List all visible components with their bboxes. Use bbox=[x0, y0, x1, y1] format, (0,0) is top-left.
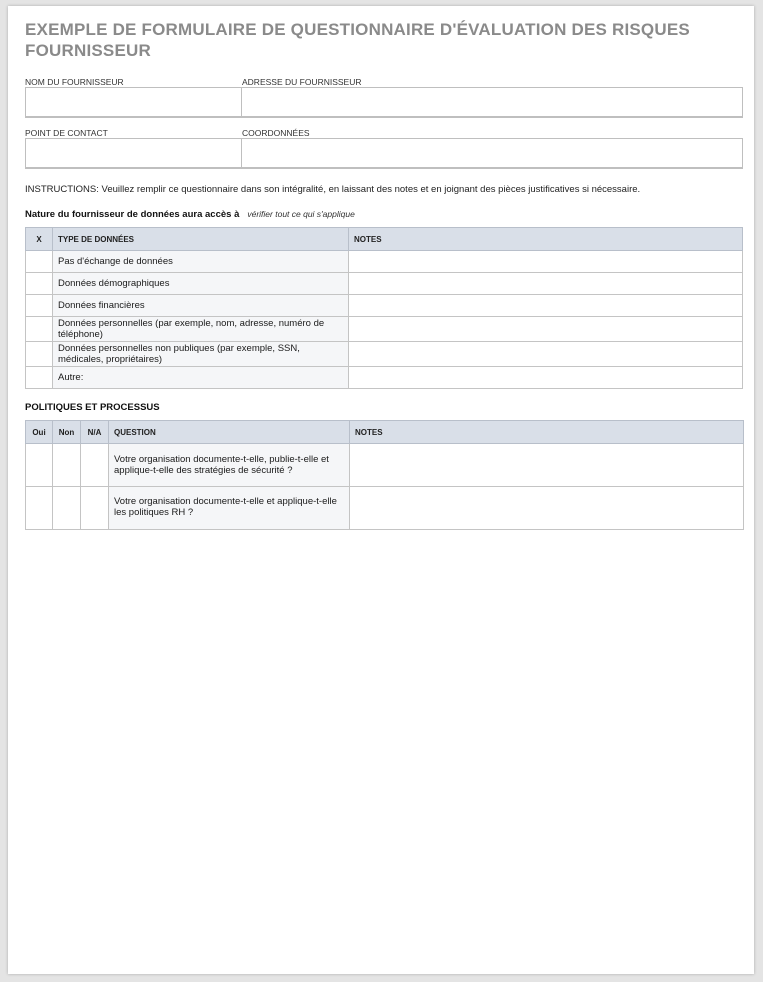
yes-cell[interactable] bbox=[26, 487, 53, 530]
question-text: Votre organisation documente-t-elle et applique-t-elle les politiques RH ? bbox=[109, 487, 350, 530]
table-row bbox=[26, 487, 744, 530]
column-header-na: N/A bbox=[81, 421, 109, 444]
table-header-row bbox=[26, 228, 743, 251]
na-cell[interactable] bbox=[81, 444, 109, 487]
other-cell bbox=[53, 367, 349, 389]
na-cell[interactable] bbox=[81, 487, 109, 530]
data-nature-label: Nature du fournisseur de données aura accès à bbox=[25, 209, 240, 220]
table-row bbox=[26, 273, 743, 295]
check-cell[interactable] bbox=[26, 367, 53, 389]
notes-cell[interactable] bbox=[349, 273, 743, 295]
data-nature-hint: vérifier tout ce qui s'applique bbox=[247, 209, 355, 219]
check-cell[interactable] bbox=[26, 295, 53, 317]
column-header-notes: NOTES bbox=[350, 421, 744, 444]
instructions-text: INSTRUCTIONS: Veuillez remplir ce questionnaire dans son intégralité, en laissant des notes et en joignant des pièces justificatives si nécessaire. bbox=[25, 184, 641, 195]
data-type-label: Données personnelles (par exemple, nom, adresse, numéro de téléphone) bbox=[53, 317, 349, 342]
supplier-name-label: NOM DU FOURNISSEUR bbox=[25, 77, 124, 87]
table-row bbox=[26, 317, 743, 342]
table-header-row bbox=[26, 421, 744, 444]
data-type-label: Pas d'échange de données bbox=[53, 251, 349, 273]
coordinates-field[interactable] bbox=[241, 138, 743, 169]
column-header-question: QUESTION bbox=[109, 421, 350, 444]
notes-cell[interactable] bbox=[349, 251, 743, 273]
notes-cell[interactable] bbox=[349, 317, 743, 342]
contact-point-label: POINT DE CONTACT bbox=[25, 128, 108, 138]
table-row bbox=[26, 342, 743, 367]
page-title: EXEMPLE DE FORMULAIRE DE QUESTIONNAIRE D'ÉVALUATION DES RISQUES FOURNISSEUR bbox=[25, 20, 690, 60]
policies-table bbox=[25, 420, 744, 530]
check-cell[interactable] bbox=[26, 342, 53, 367]
supplier-address-field[interactable] bbox=[241, 87, 743, 118]
no-cell[interactable] bbox=[53, 487, 81, 530]
coordinates-label: COORDONNÉES bbox=[242, 128, 310, 138]
supplier-name-field[interactable] bbox=[25, 87, 242, 118]
data-type-label: Données personnelles non publiques (par exemple, SSN, médicales, propriétaires) bbox=[53, 342, 349, 367]
table-row bbox=[26, 251, 743, 273]
no-cell[interactable] bbox=[53, 444, 81, 487]
yes-cell[interactable] bbox=[26, 444, 53, 487]
column-header-x: X bbox=[26, 228, 53, 251]
check-cell[interactable] bbox=[26, 251, 53, 273]
notes-cell[interactable] bbox=[349, 367, 743, 389]
notes-cell[interactable] bbox=[350, 444, 744, 487]
data-nature-heading bbox=[25, 209, 355, 220]
data-type-label: Données démographiques bbox=[53, 273, 349, 295]
column-header-data-type: TYPE DE DONNÉES bbox=[53, 228, 349, 251]
data-type-label: Données financières bbox=[53, 295, 349, 317]
policies-heading: POLITIQUES ET PROCESSUS bbox=[25, 402, 160, 413]
question-text: Votre organisation documente-t-elle, publie-t-elle et applique-t-elle des stratégies de sécurité ? bbox=[109, 444, 350, 487]
check-cell[interactable] bbox=[26, 273, 53, 295]
column-header-yes: Oui bbox=[26, 421, 53, 444]
notes-cell[interactable] bbox=[350, 487, 744, 530]
table-row bbox=[26, 444, 744, 487]
column-header-no: Non bbox=[53, 421, 81, 444]
notes-cell[interactable] bbox=[349, 295, 743, 317]
supplier-address-label: ADRESSE DU FOURNISSEUR bbox=[242, 77, 362, 87]
notes-cell[interactable] bbox=[349, 342, 743, 367]
table-row bbox=[26, 367, 743, 389]
table-row bbox=[26, 295, 743, 317]
contact-point-field[interactable] bbox=[25, 138, 242, 169]
document-page bbox=[8, 6, 754, 974]
column-header-notes: NOTES bbox=[349, 228, 743, 251]
other-label: Autre: bbox=[58, 372, 84, 383]
check-cell[interactable] bbox=[26, 317, 53, 342]
data-types-table bbox=[25, 227, 743, 389]
